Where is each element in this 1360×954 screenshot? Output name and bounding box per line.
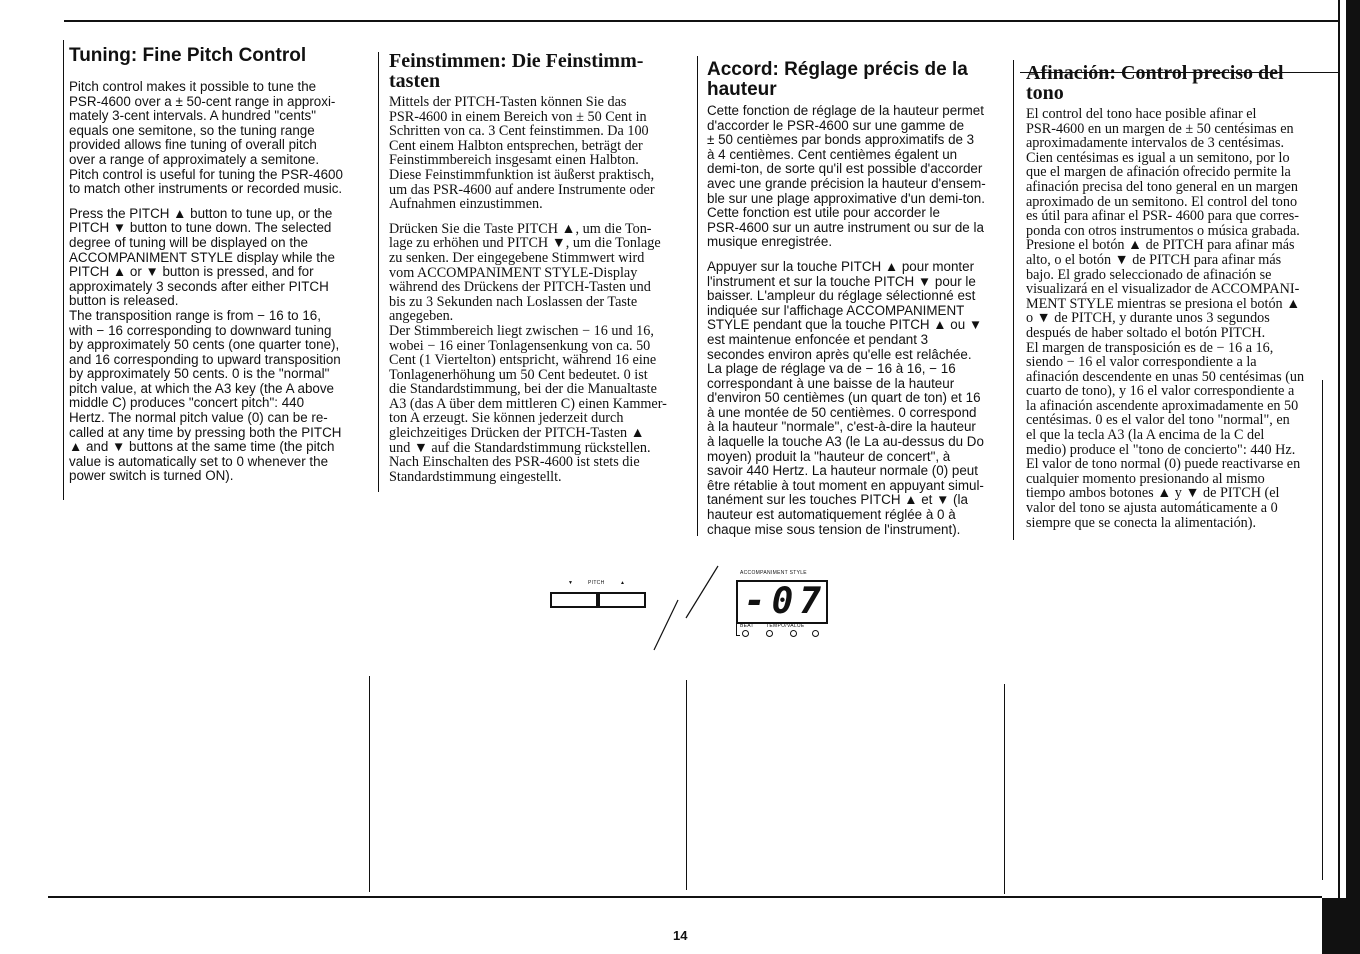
pitch-down-arrow-icon: ▼ — [568, 580, 574, 586]
column-divider-4 — [1013, 60, 1014, 540]
paragraph-german-2: Drücken Sie die Taste PITCH ▲, um die Ton- lage zu erhöhen und PITCH ▼, um die Tonlage zu senken. Der eingegebene Stimmwert wird vom ACCOMPANIMENT STYLE-Display während des Drückens der PITCH-Tasten und bis zu 3 Sekunden nach Loslassen der Taste angegeben. Der Stimmbereich liegt zwischen − 16 und 16, wobei − 16 einer Tonlagensenkung von ca. 50 Cent (1 Viertelton) entspricht, während 16 eine Tonlagenerhöhung um 50 Cent bedeutet. 0 ist die Standardstimmung, bei der die Manualtaste A3 (das A über dem mittleren C) einen Kammer- ton A erzeugt. Sie können jederzeit durch gleichzeitiges Drücken der PITCH-Tasten ▲ und ▼ auf die Standardstimmung rückstellen. Nach Einschalten des PSR-4600 ist stets die Standardstimmung eingestellt. — [389, 220, 667, 485]
beat-indicator-1 — [742, 630, 749, 637]
right-edge-bar — [1346, 0, 1360, 954]
column-french — [707, 60, 1013, 537]
heading-spanish: Afinación: Control preciso del tono — [1026, 62, 1284, 104]
beat-indicator-2 — [766, 630, 773, 637]
page-number: 14 — [673, 928, 688, 943]
accompaniment-style-display — [736, 570, 832, 650]
lcd-screen — [736, 580, 828, 624]
paragraph-french-2: Appuyer sur la touche PITCH ▲ pour monter l'instrument et sur la touche PITCH ▼ pour le baisser. L'ampleur du réglage sélectionné est indiquée sur l'affichage ACCOMPANIMENT STYLE pendant que la touche PITCH ▲ ou ▼ est maintenue enfoncée et pendant 3 secondes environ après qu'elle est relâchée. La plage de réglage va de − 16 à 16, − 16 correspondant à une baisse de la hauteur d'environ 50 centièmes (un quart de ton) et 16 à une montée de 50 centièmes. 0 correspond à la hauteur "normale", c'est-à-dire la hauteur à laquelle la touche A3 (le La au-dessus du Do moyen) produit la "hauteur de concert", à savoir 440 Hertz. La hauteur normale (0) peut être rétablie à tout moment en appuyant simul- tanément sur les touches PITCH ▲ et ▼ (la hauteur est automatiquement réglée à 0 à chaque mise sous tension de l'instrument). — [707, 258, 984, 537]
display-label: ACCOMPANIMENT STYLE — [740, 570, 807, 576]
column-divider-1 — [63, 40, 64, 500]
paragraph-french-1: Cette fonction de réglage de la hauteur permet d'accorder le PSR-4600 sur une gamme de ± 50 centièmes par bonds approximatifs de 3 à 4 centièmes. Cent centièmes égalent un demi-ton, de sorte qu'il est possible d'accorder avec une grande précision la hauteur d'ensem- ble sur une plage approximative d'un demi-ton. Cette fonction est utile pour accorder le PSR-4600 sur un autre instrument ou sur de la musique enregistrée. — [707, 103, 986, 250]
paragraph-english-1: Pitch control makes it possible to tune the PSR-4600 over a ± 50-cent range in approxi- mately 3-cent intervals. A hundred "cents" equals one semitone, so the tuning range provided allows fine tuning of overall pitch over a range of approximately a semitone. Pitch control is useful for tuning the PSR-4600 to match other instruments or recorded music. — [69, 79, 343, 197]
bottom-rule — [48, 896, 1322, 898]
paragraph-german-1: Mittels der PITCH-Tasten können Sie das PSR-4600 in einem Bereich von ± 50 Cent in Schritten von ca. 3 Cent feinstimmen. Da 100 Cent einem Halbton entsprechen, beträgt der Feinstimmbereich insgesamt einen Halbton. Diese Feinstimmfunktion ist äußerst praktisch, um das PSR-4600 auf andere Instrumente oder Aufnahmen einzustimmen. — [389, 94, 655, 213]
pointer-line-lower — [654, 600, 678, 650]
column-german — [389, 51, 695, 484]
pointer-lines — [640, 560, 730, 660]
lcd-value: -07 — [744, 581, 828, 622]
paragraph-spanish-1: El control del tono hace posible afinar el PSR-4600 en un margen de ± 50 centésimas en aproximadamente intervalos de 3 centésimas. Cien centésimas es igual a un semitono, por lo que el margen de afinación ofrecido permite la afinación precisa del tono general en un margen aproximado de un semitono. El control del tono es útil para afinar el PSR- 4600 para que corres- ponda con otros instrumentos o música grabada. Presione el botón ▲ de PITCH para afinar más alto, o el botón ▼ de PITCH para afinar más bajo. El grado seleccionado de afinación se visualizará en el visualizador de ACCOMPANI- MENT STYLE mientras se presiona el botón ▲ o ▼ de PITCH, y durante unos 3 segundos después de haber soltado el botón PITCH. El margen de transposición es de − 16 a 16, siendo − 16 el valor correspondiente a la afinación descendente en unas 50 centésimas (un cuarto de tono), y 16 el valor correspondiente a la afinación ascendente aproximadamente en 50 centésimas. 0 es el valor del tono "normal", en el que la tecla A3 (la A encima de la C del medio) produce el "tono de concierto": 440 Hz. El valor de tono normal (0) puede reactivarse en cualquier momento presionando al mismo tiempo ambos botones ▲ y ▼ de PITCH (el valor del tono se ajusta automáticamente a 0 siempre que se conecta la alimentación). — [1026, 106, 1305, 531]
pitch-up-arrow-icon: ▲ — [620, 580, 626, 586]
right-edge-dark-patch — [1322, 898, 1346, 954]
pitch-down-button[interactable] — [550, 592, 598, 608]
tempo-label: TEMPO/VALUE — [766, 623, 805, 629]
pointer-line-upper — [686, 566, 718, 618]
beat-bracket — [736, 622, 740, 636]
pitch-label: PITCH — [588, 580, 605, 586]
paragraph-english-2: Press the PITCH ▲ button to tune up, or the PITCH ▼ button to tune down. The selected degree of tuning will be displayed on the ACCOMPANIMENT STYLE display while the PITCH ▲ or ▼ button is pressed, and for approximately 3 seconds after either PITCH button is released. The transposition range is from − 16 to 16, with − 16 corresponding to downward tuning by approximately 50 cents (one quarter tone), and 16 corresponding to upward transposition by approximately 50 cents. 0 is the "normal" pitch value, at which the A3 key (the A above middle C) produces "concert pitch": 440 Hertz. The normal pitch value (0) can be re- called at any time by pressing both the PITCH ▲ and ▼ buttons at the same time (the pitch value is automatically set to 0 whenever the power switch is turned ON). — [69, 205, 342, 484]
lower-divider-3 — [1004, 684, 1005, 894]
column-english — [69, 46, 379, 484]
beat-indicator-3 — [790, 630, 797, 637]
pitch-up-button[interactable] — [598, 592, 646, 608]
lower-divider-1 — [369, 676, 370, 892]
heading-german: Feinstimmen: Die Feinstimm- tasten — [389, 50, 644, 92]
lower-divider-2 — [686, 680, 687, 890]
heading-english: Tuning: Fine Pitch Control — [69, 45, 307, 66]
beat-label: BEAT — [740, 623, 754, 629]
heading-french: Accord: Réglage précis de la hauteur — [707, 59, 968, 100]
column-divider-3 — [697, 56, 698, 536]
top-rule — [64, 20, 1340, 22]
beat-indicator-4 — [812, 630, 819, 637]
column-spanish — [1026, 63, 1332, 530]
right-edge-rule — [1338, 0, 1340, 900]
